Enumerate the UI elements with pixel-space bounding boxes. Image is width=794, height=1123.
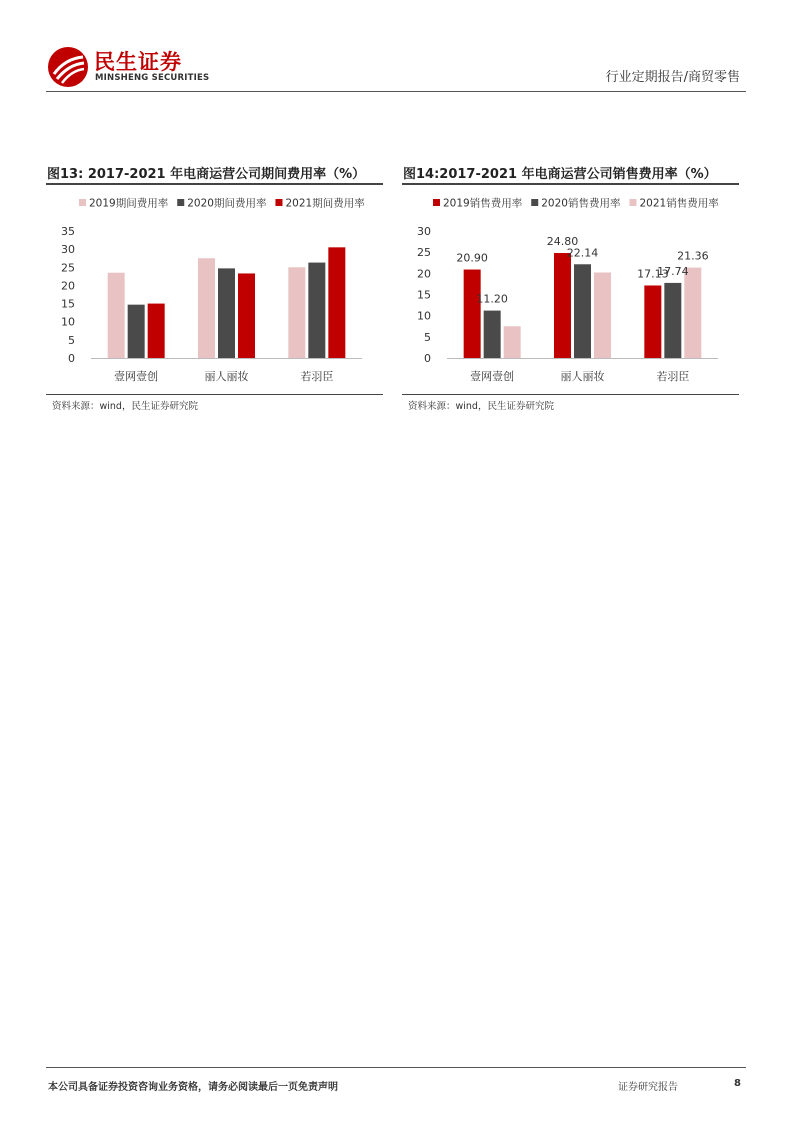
y-tick-label: 35 — [61, 225, 75, 238]
footer-disclaimer: 本公司具备证券投资咨询业务资格，请务必阅读最后一页免责声明 — [48, 1082, 338, 1093]
y-tick-label: 0 — [68, 352, 75, 365]
page-number: 8 — [734, 1078, 741, 1089]
legend-swatch-1 — [531, 199, 538, 206]
footer-doc-type: 证券研究报告 — [618, 1082, 678, 1093]
y-tick-label: 15 — [61, 297, 75, 311]
brand-name-cn: 民生证券 — [94, 50, 182, 74]
x-category-label: 壹网壹创 — [114, 370, 159, 383]
y-tick-label: 5 — [68, 333, 75, 347]
bar-0-0 — [108, 273, 125, 358]
y-tick-label: 10 — [61, 315, 75, 329]
legend-swatch-2 — [275, 199, 282, 206]
y-tick-label: 25 — [417, 246, 431, 260]
minsheng-logo-icon — [46, 45, 90, 89]
x-category-label: 若羽臣 — [656, 370, 690, 383]
x-category-label: 若羽臣 — [300, 370, 334, 383]
bar-1-2 — [594, 272, 611, 358]
bar-2-2 — [328, 247, 345, 358]
y-tick-label: 25 — [61, 261, 75, 275]
footer-divider — [46, 1067, 746, 1068]
bar-2-2 — [684, 268, 701, 358]
y-tick-label: 30 — [61, 243, 75, 257]
figure-14-chart — [402, 188, 739, 392]
bar-2-0 — [644, 285, 661, 358]
bar-2-1 — [664, 283, 681, 358]
figure-13-bottom-rule — [46, 394, 383, 395]
y-tick-label: 30 — [417, 225, 431, 238]
header-divider — [46, 91, 746, 92]
data-label: 21.36 — [677, 249, 709, 263]
bar-1-0 — [554, 253, 571, 358]
x-category-label: 丽人丽妆 — [560, 370, 605, 383]
legend-label-2: 2021期间费用率 — [285, 197, 365, 210]
figure-14-title: 图14:2017-2021 年电商运营公司销售费用率（%） — [403, 167, 717, 182]
legend-label-0: 2019期间费用率 — [89, 197, 169, 210]
figure-14-title-rule — [402, 183, 739, 185]
data-label: 20.90 — [456, 251, 488, 265]
bar-2-0 — [288, 267, 305, 358]
legend-swatch-2 — [629, 199, 636, 206]
bar-1-1 — [574, 264, 591, 358]
brand-name-en: MINSHENG SECURITIES — [95, 73, 210, 83]
report-section: 行业定期报告/商贸零售 — [605, 70, 740, 85]
bar-0-0 — [464, 270, 481, 358]
y-tick-label: 15 — [417, 288, 431, 302]
bar-0-1 — [128, 305, 145, 358]
data-label: 17.74 — [657, 264, 689, 278]
bar-1-1 — [218, 268, 235, 358]
figure-13-title-rule — [46, 183, 383, 185]
figure-14-source: 资料来源：wind，民生证券研究院 — [408, 401, 554, 412]
y-tick-label: 10 — [417, 309, 431, 323]
data-label: 22.14 — [566, 246, 599, 260]
page-header — [0, 0, 794, 92]
bar-0-1 — [484, 311, 501, 358]
legend-label-2: 2021销售费用率 — [639, 197, 719, 210]
figure-14-bottom-rule — [402, 394, 739, 395]
legend-swatch-0 — [79, 199, 86, 206]
data-label: 17.13 — [637, 267, 669, 281]
x-category-label: 丽人丽妆 — [204, 370, 249, 383]
figure-13-title: 图13: 2017-2021 年电商运营公司期间费用率（%） — [47, 167, 366, 182]
legend-swatch-1 — [177, 199, 184, 206]
data-label: 24.80 — [546, 235, 579, 249]
y-tick-label: 5 — [424, 330, 431, 344]
legend-label-1: 2020期间费用率 — [187, 197, 267, 210]
figure-13-chart — [46, 188, 383, 392]
legend-swatch-0 — [433, 199, 440, 206]
x-category-label: 壹网壹创 — [470, 370, 515, 383]
data-label: 11.20 — [476, 292, 508, 306]
bar-0-2 — [504, 326, 521, 358]
bar-0-2 — [148, 304, 165, 358]
y-tick-label: 20 — [417, 267, 431, 281]
legend-label-1: 2020销售费用率 — [541, 197, 621, 210]
bar-1-2 — [238, 273, 255, 358]
y-tick-label: 20 — [61, 279, 75, 293]
bar-1-0 — [198, 258, 215, 358]
legend-label-0: 2019销售费用率 — [443, 197, 523, 210]
figure-13-source: 资料来源：wind，民生证券研究院 — [52, 401, 198, 412]
bar-2-1 — [308, 263, 325, 358]
y-tick-label: 0 — [424, 352, 431, 365]
